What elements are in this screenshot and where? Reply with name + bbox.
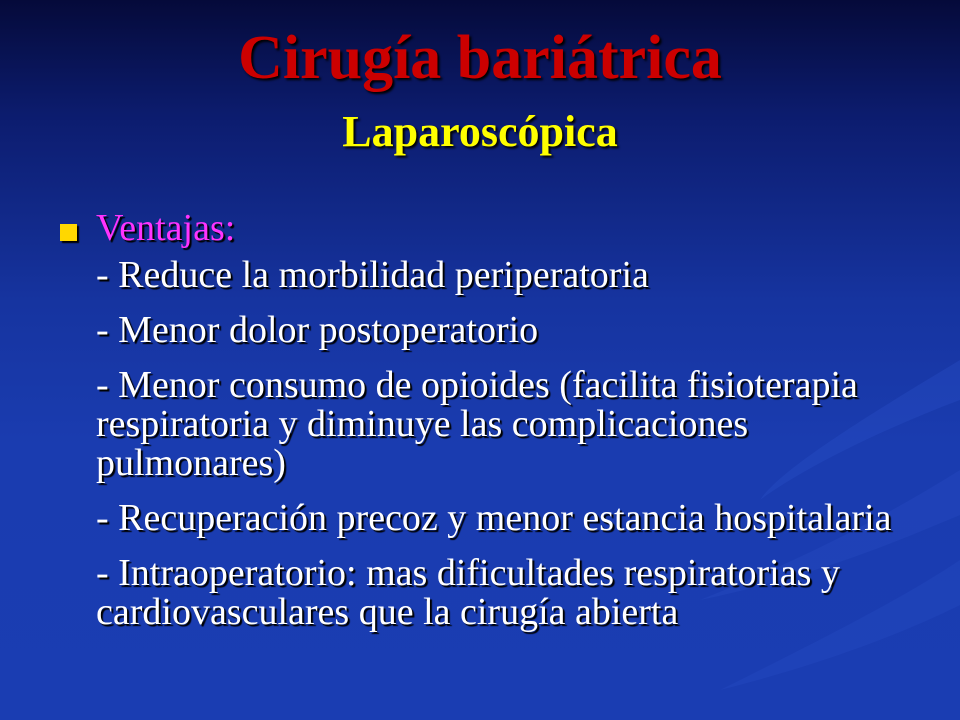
list-item: - Menor dolor postoperatorio [96,309,539,351]
square-bullet-icon [60,224,77,241]
list-item: - Reduce la morbilidad periperatoria [96,254,649,296]
bullet-label: Ventajas: [96,207,236,249]
list-item: - Intraoperatorio: mas dificultades respiratorias y cardiovasculares que la cirugía abierta [96,552,840,633]
list-item: - Recuperación precoz y menor estancia hospitalaria [96,497,892,539]
bullet-header [60,200,940,256]
bullet-list [60,200,940,648]
slide-title: Cirugía bariátrica [238,24,722,92]
list-item: - Menor consumo de opioides (facilita fisioterapia respiratoria y diminuye las complicaciones pulmonares) [96,364,858,484]
slide-subtitle: Laparoscópica [342,107,618,156]
